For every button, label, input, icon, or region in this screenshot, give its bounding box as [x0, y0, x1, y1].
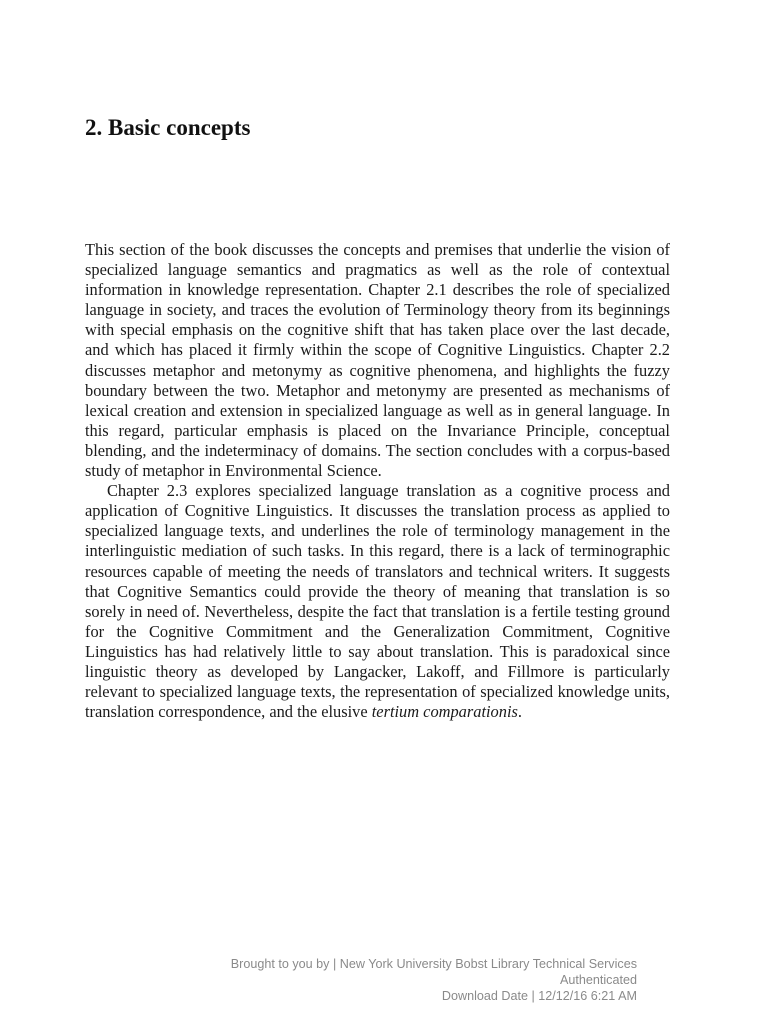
- body-text: [85, 240, 670, 722]
- chapter-title: 2. Basic concepts: [85, 115, 251, 140]
- paragraph-chapter-2-3-text: Chapter 2.3 explores specialized language translation as a cognitive process and application of Cognitive Linguistics. It discusses the translation process as applied to specialized language texts, and underlines the role of terminology management in the interlinguistic mediation of such tasks. In this regard, there is a lack of terminographic resources capable of meeting the needs of translators and technical writers. It suggests that Cognitive Semantics could provide the theory of meaning that translation is so sorely in need of. Nevertheless, despite the fact that translation is a fertile testing ground for the Cognitive Commitment and the Generalization Commitment, Cognitive Linguistics has had relatively little to say about translation. This is paradoxical since linguistic theory as developed by Langacker, Lakoff, and Fillmore is particularly relevant to specialized language texts, the representation of specialized knowledge units, translation correspondence, and the elusive: [85, 481, 670, 722]
- italic-term: tertium comparationis: [371, 702, 518, 722]
- paragraph-chapter-2-3-tail: .: [517, 702, 522, 722]
- paragraph-chapter-2-3: [85, 481, 670, 722]
- paragraph-intro: This section of the book discusses the concepts and premises that underlie the vision of specialized language semantics and pragmatics as well as the role of contextual information in knowledge representation. Chapter 2.1 describes the role of specialized language in society, and traces the evolution of Terminology theory from its beginnings with special emphasis on the cognitive shift that has taken place over the last decade, and which has placed it firmly within the scope of Cognitive Linguistics. Chapter 2.2 discusses metaphor and metonymy as cognitive phenomena, and highlights the fuzzy boundary between the two. Metaphor and metonymy are presented as mechanisms of lexical creation and extension in specialized language as well as in general language. In this regard, particular emphasis is placed on the Invariance Principle, conceptual blending, and the indeterminacy of domains. The section concludes with a corpus-based study of metaphor in Environmental Science.: [85, 240, 670, 481]
- access-footer: [231, 956, 637, 1004]
- footer-download-date: Download Date | 12/12/16 6:21 AM: [441, 989, 637, 1003]
- footer-provider: Brought to you by | New York University Bobst Library Technical Services: [230, 957, 637, 971]
- footer-authenticated: Authenticated: [559, 973, 637, 987]
